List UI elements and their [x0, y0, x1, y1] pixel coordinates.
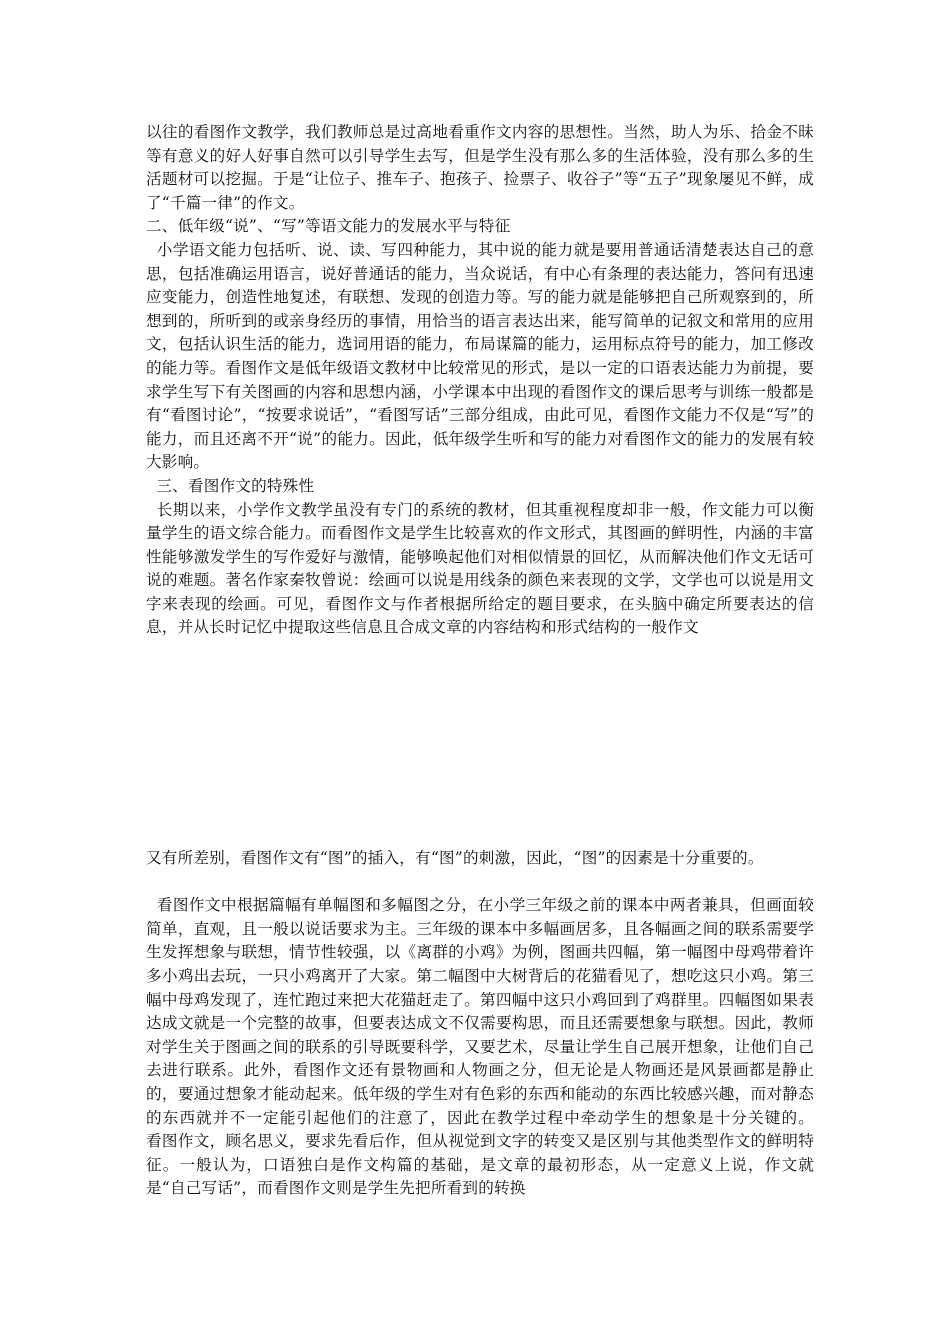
paragraph-spacer [146, 871, 814, 895]
paragraph-special-features: 长期以来，小学作文教学虽没有专门的系统的教材，但其重视程度却非一般，作文能力可以衡量学生的语文综合能力。而看图作文是学生比较喜欢的作文形式，其图画的鲜明性，内涵的丰富性能够激发学生的写作爱好与激情，能够唤起他们对相似情景的回忆，从而解决他们作文无话可说的难题。著名作家秦牧曾说：绘画可以说是用线条的颜色来表现的文学，文学也可以说是用文字来表现的绘画。可见，看图作文与作者根据所给定的题目要求，在头脑中确定所要表达的信息，并从长时记忆中提取这些信息且合成文章的内容结构和形式结构的一般作文 [146, 500, 814, 637]
top-text-block [146, 121, 814, 640]
paragraph-picture-types: 看图作文中根据篇幅有单幅图和多幅图之分，在小学三年级之前的课本中两者兼具，但画面较简单，直观，且一般以说话要求为主。三年级的课本中多幅画居多，且各幅画之间的联系需要学生发挥想象与联想，情节性较强，以《离群的小鸡》为例，图画共四幅，第一幅图中母鸡带着许多小鸡出去玩，一只小鸡离开了大家。第二幅图中大树背后的花猫看见了，想吃这只小鸡。第三幅中母鸡发现了，连忙跑过来把大花猫赶走了。第四幅中这只小鸡回到了鸡群里。四幅图如果表达成文就是一个完整的故事，但要表达成文不仅需要构思，而且还需要想象与联想。因此，教师对学生关于图画之间的联系的引导既要科学，又要艺术，尽量让学生自己展开想象，让他们自己去进行联系。此外，看图作文还有景物画和人物画之分，但无论是人物画还是风景画都是静止的，要通过想象才能动起来。低年级的学生对有色彩的东西和能动的东西比较感兴趣，而对静态的东西就并不一定能引起他们的注意了，因此在教学过程中牵动学生的想象是十分关键的。 看图作文，顾名思义，要求先看后作，但从视觉到文字的转变又是区别与其他类型作文的鲜明特征。一般认为，口语独白是作文构篇的基础，是文章的最初形态，从一定意义上说，作文就是“自己写话”，而看图作文则是学生先把所看到的转换 [146, 896, 856, 1198]
paragraph-intro: 以往的看图作文教学，我们教师总是过高地看重作文内容的思想性。当然，助人为乐、拾金不昧等有意义的好人好事自然可以引导学生去写，但是学生没有那么多的生活体验，没有那么多的生活题材可以挖掘。于是“让位子、推车子、抱孩子、捡票子、收谷子”等“五子”现象屡见不鲜，成了“千篇一律”的作文。 [146, 123, 814, 212]
section-heading-2: 二、低年级“说”、“写”等语文能力的发展水平与特征 [146, 217, 511, 236]
paragraph-language-ability: 小学语文能力包括听、说、读、写四种能力，其中说的能力就是要用普通话清楚表达自己的意思，包括准确运用语言，说好普通话的能力，当众说话，有中心有条理的表达能力，答问有迅速应变能力，创造性地复述，有联想、发现的创造力等。写的能力就是能够把自己所观察到的，所想到的，所听到的或亲身经历的事情，用恰当的语言表达出来，能写简单的记叙文和常用的应用文，包括认识生活的能力，选词用语的能力，布局谋篇的能力，运用标点符号的能力，加工修改的能力等。看图作文是低年级语文教材中比较常见的形式，是以一定的口语表达能力为前提，要求学生写下有关图画的内容和思想内涵，小学课本中出现的看图作文的课后思考与训练一般都是有“看图讨论”，“按要求说话”，“看图写话”三部分组成，由此可见，看图作文能力不仅是“写”的能力，而且还离不开“说”的能力。因此，低年级学生听和写的能力对看图作文的能力的发展有较大影响。 [146, 240, 814, 472]
bottom-text-block [146, 847, 856, 1201]
paragraph-continuation: 又有所差别，看图作文有“图”的插入，有“图”的刺激，因此，“图”的因素是十分重要的。 [146, 849, 764, 867]
section-heading-3: 三、看图作文的特殊性 [146, 476, 315, 495]
